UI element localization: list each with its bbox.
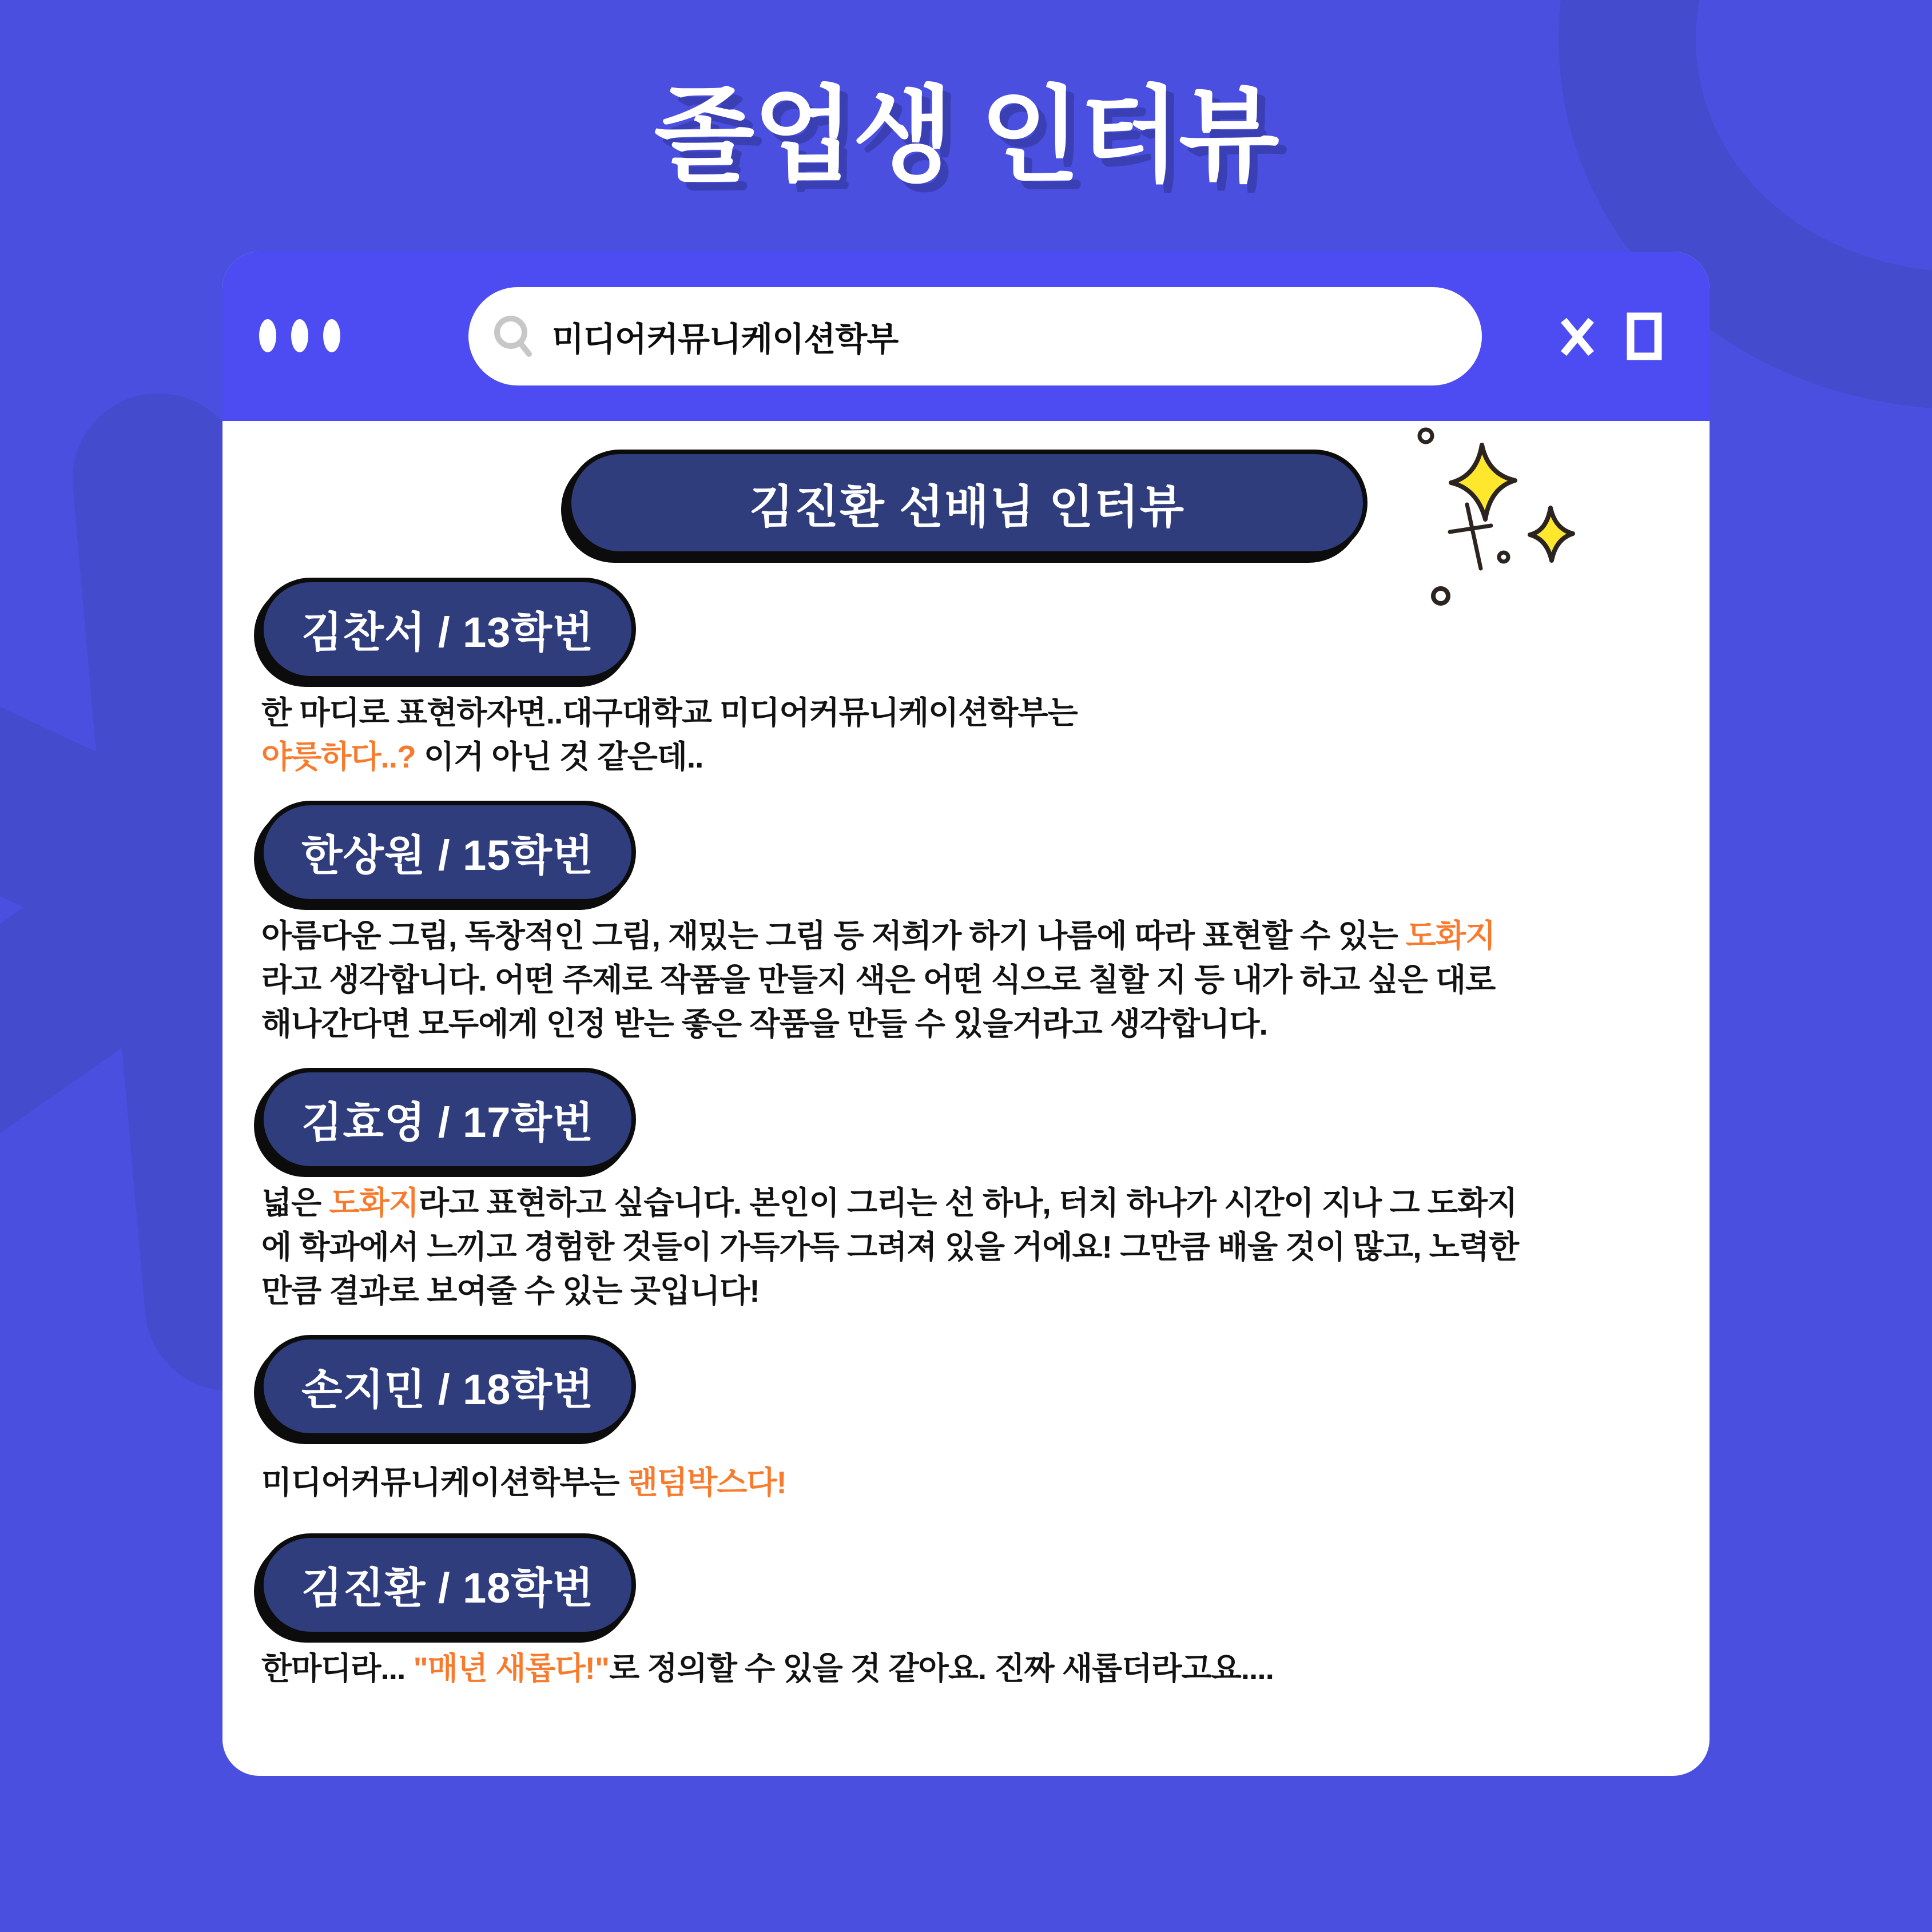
maximize-icon[interactable]: [1626, 311, 1663, 361]
highlight-text: "매년 새롭다!": [413, 1651, 610, 1686]
student-badge-label: 한상원 / 15학번: [301, 832, 594, 879]
student-badge: [259, 1533, 636, 1636]
answer-part: 한마디라...: [261, 1651, 414, 1686]
highlight-text: 도화지: [329, 1185, 419, 1221]
answer-part: 넓은: [261, 1185, 329, 1221]
dot: [259, 319, 276, 352]
highlight-text: 야릇하다..?: [261, 739, 416, 774]
three-dots-icon[interactable]: [259, 319, 340, 352]
window-controls: [1560, 252, 1663, 421]
answer-part: 아름다운 그림, 독창적인 그림, 재밌는 그림 등 저희가 하기 나름에 따라 표현할 수 있는: [261, 918, 1406, 953]
highlight-text: 도화지: [1405, 918, 1496, 953]
browser-content: [222, 421, 1710, 1691]
interview-title-badge: [567, 450, 1367, 556]
student-badge: [259, 801, 636, 904]
student-badge-label: 김진환 / 18학번: [301, 1564, 594, 1612]
search-icon: [492, 314, 535, 359]
answer-text: [261, 914, 1520, 1046]
page-title: 졸업생 인터뷰: [654, 77, 1278, 194]
highlight-text: 랜덤박스다!: [627, 1465, 786, 1500]
interview-title-label: 김진환 선배님 인터뷰: [749, 481, 1185, 532]
interview-section: [259, 1068, 1675, 1313]
answer-part: 라고 표현하고 싶습니다. 본인이 그리는 선 하나, 터치 하나가 시간이 지나 그 도화지에 학과에서 느끼고 경험한 것들이 가득가득 그려져 있을 거에요! 그만큼 배울 것이 많고, 노력한 만큼 결과로 보여줄 수 있는 곳입니다!: [261, 1185, 1519, 1309]
dot: [323, 319, 340, 352]
answer-text: [261, 1461, 1520, 1505]
dot: [291, 319, 308, 352]
browser-titlebar: [222, 252, 1710, 421]
answer-text: [261, 691, 1520, 779]
interview-section: [259, 1335, 1675, 1505]
search-input-value: 미디어커뮤니케이션학부: [552, 321, 899, 358]
interview-section: [259, 801, 1675, 1046]
search-bar[interactable]: [468, 287, 1482, 385]
student-badge-label: 김찬서 / 13학번: [301, 609, 594, 656]
student-badge: [259, 578, 636, 681]
answer-part: 라고 생각합니다. 어떤 주제로 작품을 만들지 색은 어떤 식으로 칠할 지 등 내가 하고 싶은 대로 해나간다면 모두에게 인정 받는 좋은 작품을 만들 수 있을거라고 생각합니다.: [261, 962, 1496, 1041]
student-badge-label: 김효영 / 17학번: [301, 1099, 594, 1146]
close-icon[interactable]: [1560, 313, 1595, 359]
sparkles-icon: [1406, 423, 1601, 612]
answer-text: [261, 1181, 1520, 1313]
answer-part: 로 정의할 수 있을 것 같아요. 진짜 새롭더라고요....: [609, 1651, 1274, 1686]
student-badge: [259, 1335, 636, 1438]
student-badge-label: 손지민 / 18학번: [301, 1366, 594, 1413]
browser-window: [222, 252, 1710, 1776]
student-badge: [259, 1068, 636, 1171]
answer-text: [261, 1647, 1520, 1691]
interview-section: [259, 1533, 1675, 1691]
answer-part: 이거 아닌 것 같은데..: [415, 739, 703, 774]
answer-part: 한 마디로 표현하자면..대구대학교 미디어커뮤니케이션학부는: [261, 695, 1078, 730]
answer-part: 미디어커뮤니케이션학부는: [261, 1465, 627, 1500]
